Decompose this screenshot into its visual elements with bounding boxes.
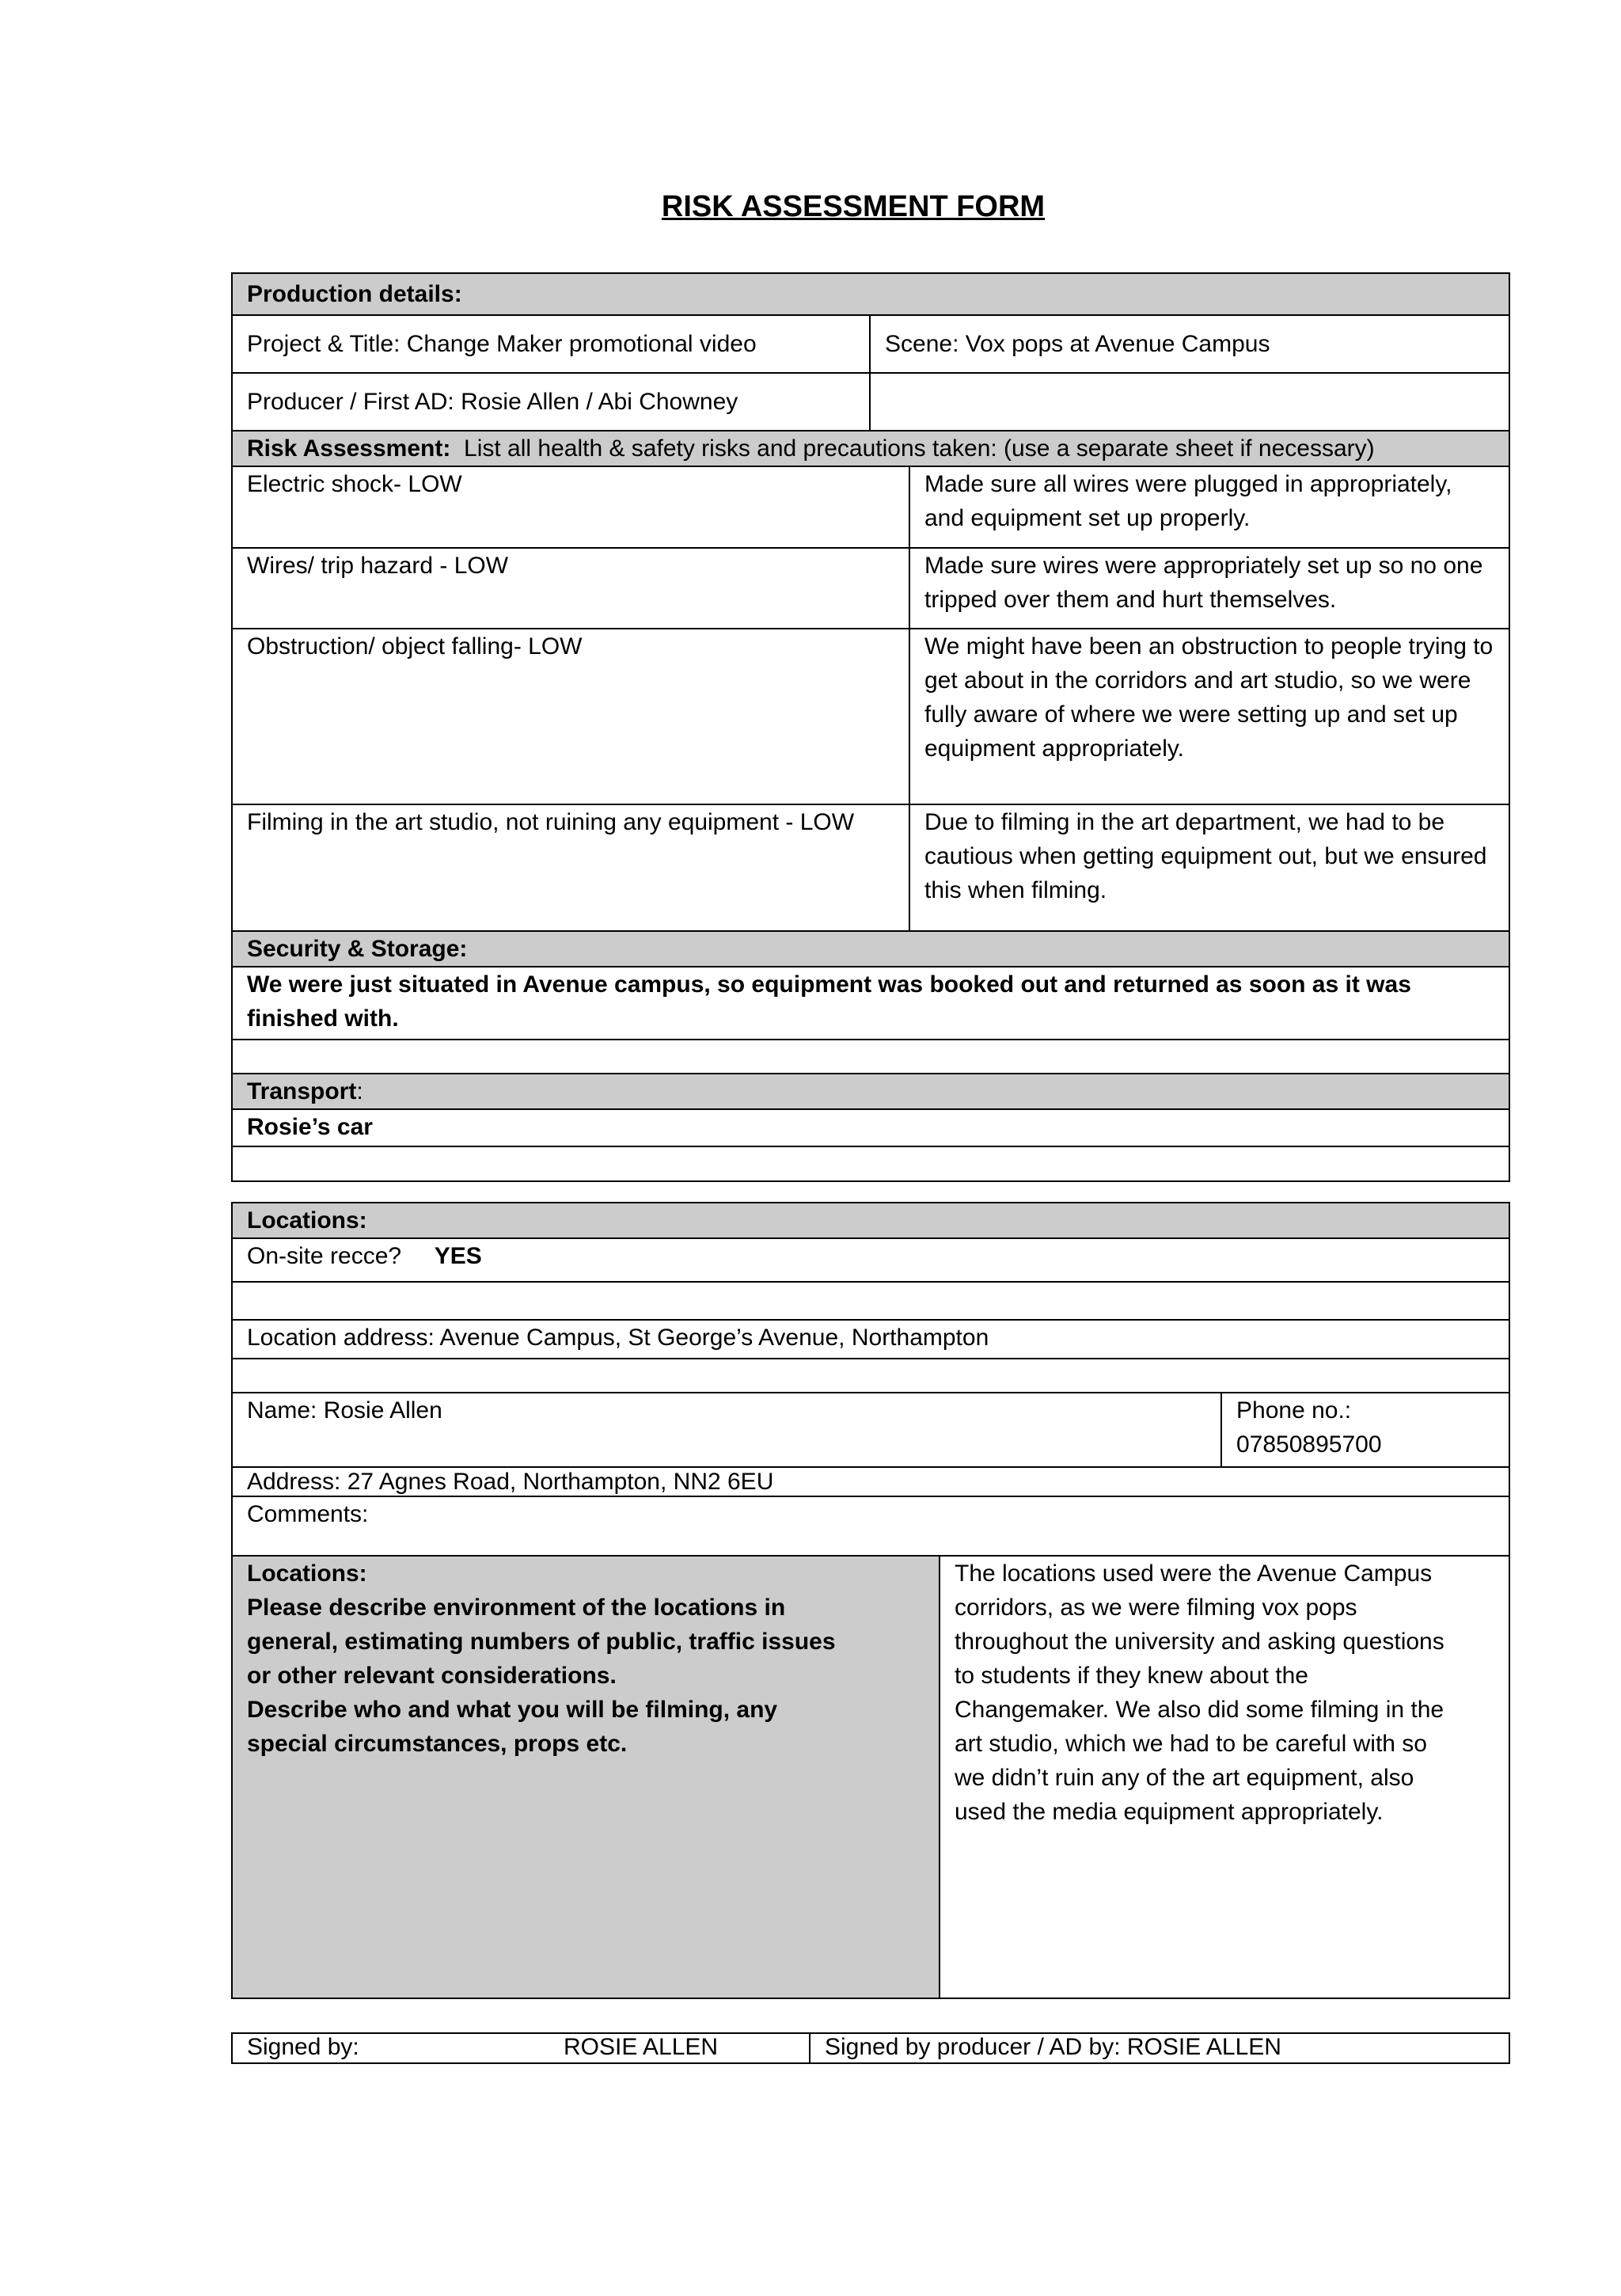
empty-row xyxy=(232,1282,1509,1320)
location-address: Location address: Avenue Campus, St George’s Avenue, Northampton xyxy=(232,1320,1509,1359)
contact-address: Address: 27 Agnes Road, Northampton, NN2 6EU xyxy=(232,1467,1509,1496)
locations-table xyxy=(231,1202,1510,1999)
risk-item: Electric shock- LOW xyxy=(232,466,909,548)
production-risk-table xyxy=(231,272,1510,1182)
precaution-item: We might have been an obstruction to people trying to get about in the corridors and art studio, so we were fully aware of where we were setting up and set up equipment appropriately. xyxy=(909,629,1509,804)
risk-item: Obstruction/ object falling- LOW xyxy=(232,629,909,804)
phone-label: Phone no.: xyxy=(1236,1397,1352,1424)
environment-prompt-text: Please describe environment of the locations in general, estimating numbers of public, traffic issues or other relevant considerations. xyxy=(247,1595,836,1689)
precaution-item: Made sure all wires were plugged in appropriately, and equipment set up properly. xyxy=(909,466,1509,548)
security-storage-header: Security & Storage: xyxy=(232,931,1509,967)
transport-header-label: Transport xyxy=(247,1078,357,1104)
onsite-recce-row xyxy=(232,1238,1509,1282)
project-title-field: Project & Title: Change Maker promotional video xyxy=(232,315,870,373)
risk-item: Wires/ trip hazard - LOW xyxy=(232,548,909,629)
phone-cell xyxy=(1221,1393,1509,1467)
empty-row xyxy=(232,1359,1509,1393)
phone-number: 07850895700 xyxy=(1236,1431,1382,1458)
empty-cell xyxy=(870,373,1509,431)
contact-name: Name: Rosie Allen xyxy=(232,1393,1221,1467)
producer-field: Producer / First AD: Rosie Allen / Abi Chowney xyxy=(232,373,870,431)
security-storage-text: We were just situated in Avenue campus, so equipment was booked out and returned as soon as it was finished with. xyxy=(232,967,1509,1040)
environment-prompt xyxy=(232,1556,940,1998)
risk-assessment-header xyxy=(232,431,1509,466)
signed-by-label: Signed by: xyxy=(247,2034,359,2060)
signed-by-cell xyxy=(232,2033,810,2063)
transport-header-colon: : xyxy=(356,1078,363,1104)
empty-row xyxy=(232,1040,1509,1074)
producer-signature: Signed by producer / AD by: ROSIE ALLEN xyxy=(810,2033,1509,2063)
environment-header: Locations: xyxy=(247,1560,367,1587)
form-title: RISK ASSESSMENT FORM xyxy=(661,190,1046,223)
locations-header: Locations: xyxy=(232,1203,1509,1238)
signed-by-name: ROSIE ALLEN xyxy=(564,2034,719,2060)
onsite-recce-value: YES xyxy=(434,1243,482,1269)
production-details-header: Production details: xyxy=(232,273,1509,315)
environment-answer: The locations used were the Avenue Campus corridors, as we were filming vox pops throughout the university and asking questions to students if they knew about the Changemaker. We also did some filming in the art studio, which we had to be careful with so we didn’t ruin any of the art equipment, also used the media equipment appropriately. xyxy=(940,1556,1509,1998)
risk-item: Filming in the art studio, not ruining any equipment - LOW xyxy=(232,804,909,931)
transport-text: Rosie’s car xyxy=(232,1109,1509,1146)
filming-prompt-text: Describe who and what you will be filming, any special circumstances, props etc. xyxy=(247,1697,778,1757)
transport-header xyxy=(232,1074,1509,1109)
scene-field: Scene: Vox pops at Avenue Campus xyxy=(870,315,1509,373)
empty-row xyxy=(232,1146,1509,1181)
signature-table xyxy=(231,2032,1510,2064)
risk-header-instructions: List all health & safety risks and precautions taken: (use a separate sheet if necessary) xyxy=(464,435,1375,462)
comments-field: Comments: xyxy=(232,1496,1509,1556)
precaution-item: Due to filming in the art department, we had to be cautious when getting equipment out, but we ensured this when filming. xyxy=(909,804,1509,931)
precaution-item: Made sure wires were appropriately set up so no one tripped over them and hurt themselves. xyxy=(909,548,1509,629)
risk-header-label: Risk Assessment: xyxy=(247,435,451,462)
onsite-recce-label: On-site recce? xyxy=(247,1243,402,1269)
